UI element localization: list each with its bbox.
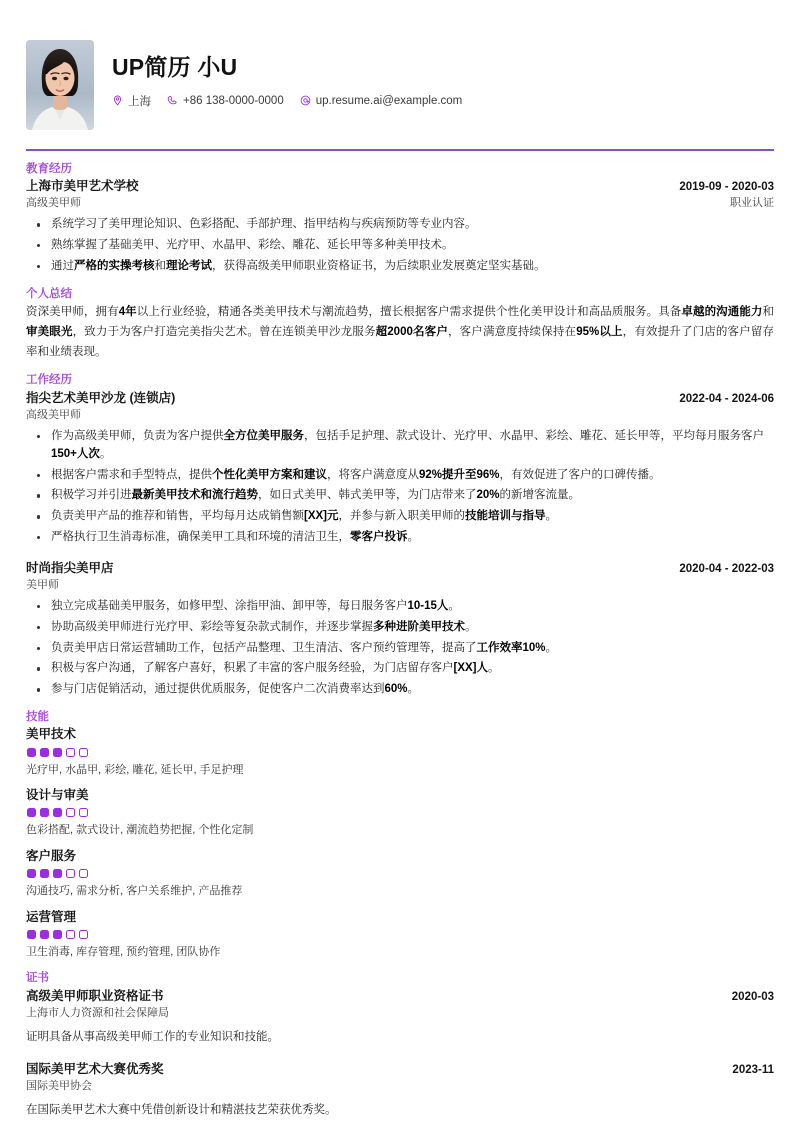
- skill-level-dot: [66, 930, 75, 939]
- work-entry-sub: [26, 578, 774, 592]
- list-item: 负责美甲店日常运营辅助工作，包括产品整理、卫生清洁、客户预约管理等，提高了工作效率10%。: [26, 640, 774, 658]
- section-title-certificates: 证书: [26, 972, 49, 985]
- section-title-education: 教育经历: [26, 162, 72, 175]
- skill-level-dot: [79, 930, 88, 939]
- skill-description: 沟通技巧, 需求分析, 客户关系维护, 产品推荐: [26, 885, 243, 898]
- section-title-summary: 个人总结: [26, 287, 72, 300]
- section-skills: [22, 710, 778, 960]
- contact-email: [300, 95, 463, 107]
- work-position: 高级美甲师: [26, 408, 81, 421]
- education-bullets: [26, 216, 774, 275]
- work-entry: [26, 560, 774, 699]
- certificate-head: [26, 1061, 774, 1078]
- skill-level-dots: [27, 748, 774, 757]
- skill-level-dot: [79, 748, 88, 757]
- skill-description: 卫生消毒, 库存管理, 预约管理, 团队协作: [26, 945, 221, 958]
- skill-level-dot: [40, 869, 49, 878]
- avatar: [26, 40, 94, 130]
- skills-list: [26, 726, 774, 960]
- education-date: 2019-09 - 2020-03: [679, 180, 774, 193]
- section-summary: [22, 287, 778, 363]
- skill-item: [26, 848, 774, 900]
- list-item: 协助高级美甲师进行光疗甲、彩绘等复杂款式制作，并逐步掌握多种进阶美甲技术。: [26, 619, 774, 637]
- resume-header: [22, 24, 778, 130]
- education-entry-sub: [26, 196, 774, 210]
- section-title-work: 工作经历: [26, 374, 72, 387]
- skill-level-dot: [40, 930, 49, 939]
- list-item: 积极学习并引进最新美甲技术和流行趋势，如日式美甲、韩式美甲等，为门店带来了20%的新增客流量。: [26, 487, 774, 505]
- skill-level-dot: [53, 808, 62, 817]
- skill-level-dot: [66, 869, 75, 878]
- location-pin-icon: [112, 95, 123, 106]
- phone-icon: [167, 95, 178, 106]
- certificate-issuer: 国际美甲协会: [26, 1079, 92, 1092]
- contact-email-text: up.resume.ai@example.com: [315, 94, 463, 107]
- list-item: 根据客户需求和手型特点，提供个性化美甲方案和建议，将客户满意度从92%提升至96%，有效促进了客户的口碑传播。: [26, 467, 774, 485]
- work-entry: [26, 390, 774, 547]
- contact-row: [112, 93, 478, 109]
- certificate-issuer: 上海市人力资源和社会保障局: [26, 1006, 169, 1019]
- skill-level-dots: [27, 808, 774, 817]
- contact-location: [112, 93, 151, 109]
- education-entry-head: [26, 178, 774, 195]
- section-work: [22, 373, 778, 699]
- skill-level-dot: [53, 930, 62, 939]
- skill-level-dot: [79, 808, 88, 817]
- certificate-description: 证明具备从事高级美甲师工作的专业知识和技能。: [26, 1031, 279, 1044]
- certificate-date: 2023-11: [732, 1063, 774, 1076]
- at-email-icon: [300, 95, 311, 106]
- certificate-item: [26, 988, 774, 1047]
- skill-item: [26, 909, 774, 961]
- education-school: 上海市美甲艺术学校: [26, 178, 139, 193]
- list-item: 独立完成基础美甲服务，如修甲型、涂指甲油、卸甲等，每日服务客户10-15人。: [26, 598, 774, 616]
- skill-name: 运营管理: [26, 909, 77, 924]
- skill-level-dot: [66, 748, 75, 757]
- skill-description: 色彩搭配, 款式设计, 潮流趋势把握, 个性化定制: [26, 824, 254, 837]
- work-company: 时尚指尖美甲店: [26, 560, 114, 575]
- work-date: 2020-04 - 2022-03: [679, 562, 774, 575]
- list-item: 参与门店促销活动，通过提供优质服务，促使客户二次消费率达到60%。: [26, 681, 774, 699]
- work-entry-head: [26, 560, 774, 577]
- skill-item: [26, 726, 774, 778]
- skill-level-dot: [40, 808, 49, 817]
- work-date: 2022-04 - 2024-06: [679, 392, 774, 405]
- skill-level-dot: [27, 808, 36, 817]
- certificate-date: 2020-03: [731, 990, 774, 1003]
- work-bullets: [26, 428, 774, 547]
- contact-phone: [167, 95, 284, 107]
- certificates-list: [26, 988, 774, 1120]
- skill-level-dot: [27, 869, 36, 878]
- skill-level-dot: [40, 748, 49, 757]
- work-company: 指尖艺术美甲沙龙 (连锁店): [26, 390, 176, 405]
- section-certificates: [22, 971, 778, 1119]
- certificate-item: [26, 1061, 774, 1120]
- contact-location-text: 上海: [128, 95, 151, 108]
- skill-level-dot: [27, 930, 36, 939]
- skill-name: 美甲技术: [26, 727, 77, 742]
- list-item: 严格执行卫生消毒标准，确保美甲工具和环境的清洁卫生，零客户投诉。: [26, 529, 774, 547]
- contact-phone-text: +86 138-0000-0000: [183, 94, 284, 107]
- education-tag: 职业认证: [730, 196, 774, 209]
- section-education: [22, 162, 778, 276]
- list-item: 通过严格的实操考核和理论考试，获得高级美甲师职业资格证书，为后续职业发展奠定坚实基础。: [26, 258, 774, 276]
- education-entry: [26, 178, 774, 276]
- skill-level-dot: [53, 748, 62, 757]
- work-entry-head: [26, 390, 774, 407]
- certificate-head: [26, 988, 774, 1005]
- identity-block: [112, 40, 478, 109]
- certificate-sub: [26, 1079, 774, 1093]
- list-item: 作为高级美甲师，负责为客户提供全方位美甲服务，包括手足护理、款式设计、光疗甲、水晶甲、彩绘、雕花、延长甲等，平均每月服务客户150+人次。: [26, 428, 774, 464]
- education-major: 高级美甲师: [26, 196, 81, 209]
- skill-level-dot: [53, 869, 62, 878]
- work-bullets: [26, 598, 774, 699]
- certificate-name: 国际美甲艺术大赛优秀奖: [26, 1061, 164, 1076]
- skill-description: 光疗甲, 水晶甲, 彩绘, 雕花, 延长甲, 手足护理: [26, 763, 244, 776]
- skill-level-dot: [66, 808, 75, 817]
- skill-name: 客户服务: [26, 848, 77, 863]
- list-item: 积极与客户沟通，了解客户喜好，积累了丰富的客户服务经验，为门店留存客户[XX]人。: [26, 660, 774, 678]
- header-divider: [26, 149, 774, 151]
- section-title-skills: 技能: [26, 711, 49, 724]
- skill-item: [26, 787, 774, 839]
- skill-level-dots: [27, 930, 774, 939]
- list-item: 熟练掌握了基础美甲、光疗甲、水晶甲、彩绘、雕花、延长甲等多种美甲技术。: [26, 237, 774, 255]
- summary-text: 资深美甲师，拥有4年以上行业经验，精通各类美甲技术与潮流趋势，擅长根据客户需求提供个性化美甲设计和高品质服务。具备卓越的沟通能力和审美眼光，致力于为客户打造完美指尖艺术。曾在连锁美甲沙龙服务超2000名客户，客户满意度持续保持在95%以上，有效提升了门店的客户留存率和业绩表现。: [26, 306, 775, 358]
- list-item: 系统学习了美甲理论知识、色彩搭配、手部护理、指甲结构与疾病预防等专业内容。: [26, 216, 774, 234]
- skill-level-dots: [27, 869, 774, 878]
- work-position: 美甲师: [26, 578, 59, 591]
- skill-level-dot: [27, 748, 36, 757]
- certificate-description: 在国际美甲艺术大赛中凭借创新设计和精湛技艺荣获优秀奖。: [26, 1104, 337, 1117]
- page-title: UP简历 小U: [112, 54, 238, 80]
- certificate-name: 高级美甲师职业资格证书: [26, 988, 164, 1003]
- skill-level-dot: [79, 869, 88, 878]
- work-entry-sub: [26, 408, 774, 422]
- skill-name: 设计与审美: [26, 788, 89, 803]
- list-item: 负责美甲产品的推荐和销售，平均每月达成销售额[XX]元，并参与新入职美甲师的技能培训与指导。: [26, 508, 774, 526]
- certificate-sub: [26, 1006, 774, 1020]
